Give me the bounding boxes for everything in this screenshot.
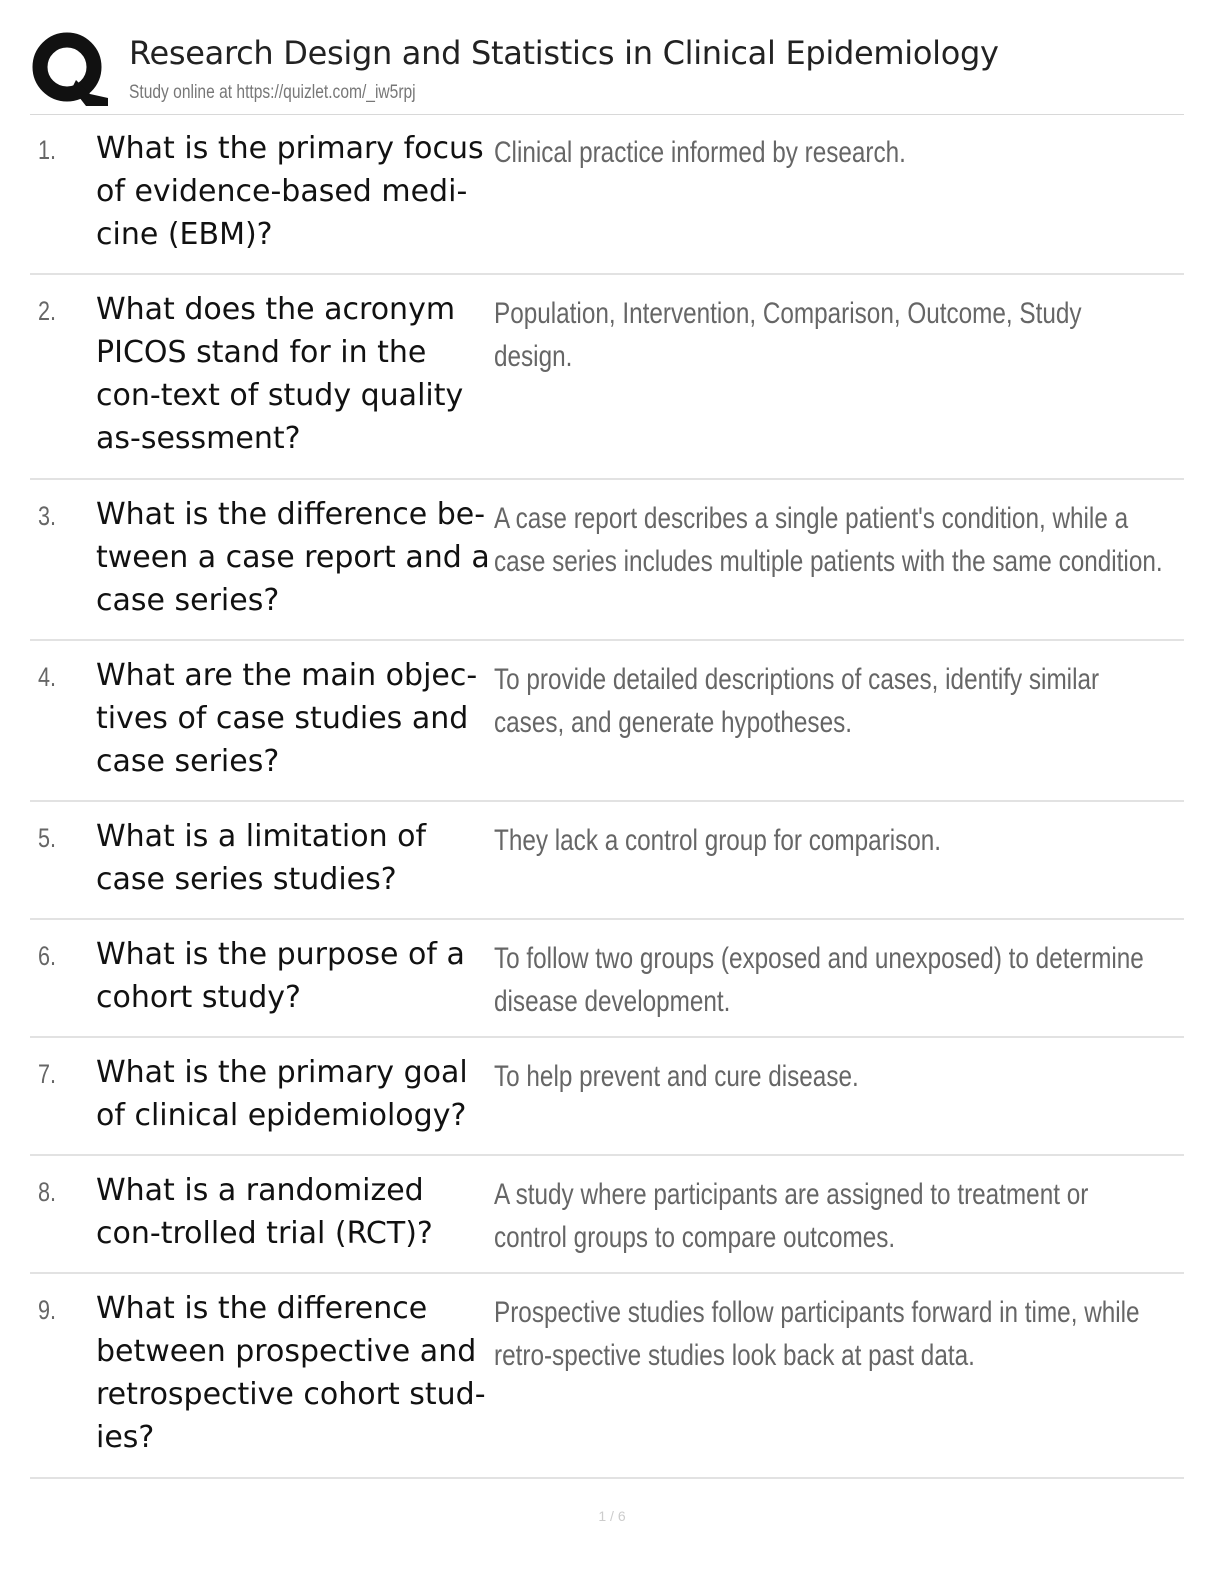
card-definition: To provide detailed descriptions of cases, identify similar cases, and generate hypotheses. xyxy=(494,663,1100,739)
flashcard-row xyxy=(30,1039,1184,1156)
card-divider xyxy=(30,918,1184,920)
card-definition: They lack a control group for comparison. xyxy=(494,824,942,857)
card-number: 8. xyxy=(38,1177,57,1207)
card-term: What does the acronym PICOS stand for in the con-text of study quality as-sessment? xyxy=(96,292,464,456)
card-number: 9. xyxy=(38,1295,57,1325)
card-number: 1. xyxy=(38,135,57,165)
card-number: 2. xyxy=(38,296,57,326)
card-divider xyxy=(30,1154,1184,1156)
card-divider xyxy=(30,273,1184,275)
card-definition: A study where participants are assigned to treatment or control groups to compare outcomes. xyxy=(494,1178,1089,1254)
card-divider xyxy=(30,478,1184,480)
card-divider xyxy=(30,639,1184,641)
card-definition: To help prevent and cure disease. xyxy=(494,1060,859,1093)
card-divider xyxy=(30,1477,1184,1479)
card-divider xyxy=(30,800,1184,802)
card-term: What is the difference be-tween a case report and a case series? xyxy=(96,497,490,618)
card-term: What is a randomized con-trolled trial (RCT)? xyxy=(96,1173,433,1251)
card-term: What is the purpose of a cohort study? xyxy=(96,937,465,1015)
card-number: 5. xyxy=(38,823,57,853)
card-term: What is the primary goal of clinical epidemiology? xyxy=(96,1055,468,1133)
card-definition: Clinical practice informed by research. xyxy=(494,136,906,169)
page-header xyxy=(30,30,1180,114)
card-number: 4. xyxy=(38,662,57,692)
flashcard-row xyxy=(30,642,1184,802)
card-number: 7. xyxy=(38,1059,57,1089)
card-definition: Prospective studies follow participants forward in time, while retro-spective studies look back at past data. xyxy=(494,1296,1140,1372)
card-term: What are the main objec-tives of case studies and case series? xyxy=(96,658,478,779)
card-term: What is the primary focus of evidence-based medi-cine (EBM)? xyxy=(96,131,484,252)
card-definition: Population, Intervention, Comparison, Outcome, Study design. xyxy=(494,297,1082,373)
card-term: What is the difference between prospective and retrospective cohort stud-ies? xyxy=(96,1291,486,1455)
card-number: 3. xyxy=(38,501,57,531)
page-number: 1 / 6 xyxy=(598,1508,626,1524)
quizlet-logo-icon xyxy=(30,30,108,108)
card-number: 6. xyxy=(38,941,57,971)
flashcard-row xyxy=(30,276,1184,480)
card-definition: A case report describes a single patient's condition, while a case series includes multiple patients with the same condition. xyxy=(494,502,1163,578)
flashcard-row xyxy=(30,481,1184,641)
flashcard-row xyxy=(30,115,1184,275)
study-link[interactable]: Study online at https://quizlet.com/_iw5rpj xyxy=(129,82,416,103)
flashcard-row xyxy=(30,1275,1184,1479)
card-divider xyxy=(30,1036,1184,1038)
flashcard-row xyxy=(30,803,1184,920)
flashcard-row xyxy=(30,921,1184,1038)
card-divider xyxy=(30,1272,1184,1274)
card-definition: To follow two groups (exposed and unexposed) to determine disease development. xyxy=(494,942,1144,1018)
card-term: What is a limitation of case series studies? xyxy=(96,819,427,897)
flashcard-row xyxy=(30,1157,1184,1274)
page-title: Research Design and Statistics in Clinical Epidemiology xyxy=(129,34,999,72)
